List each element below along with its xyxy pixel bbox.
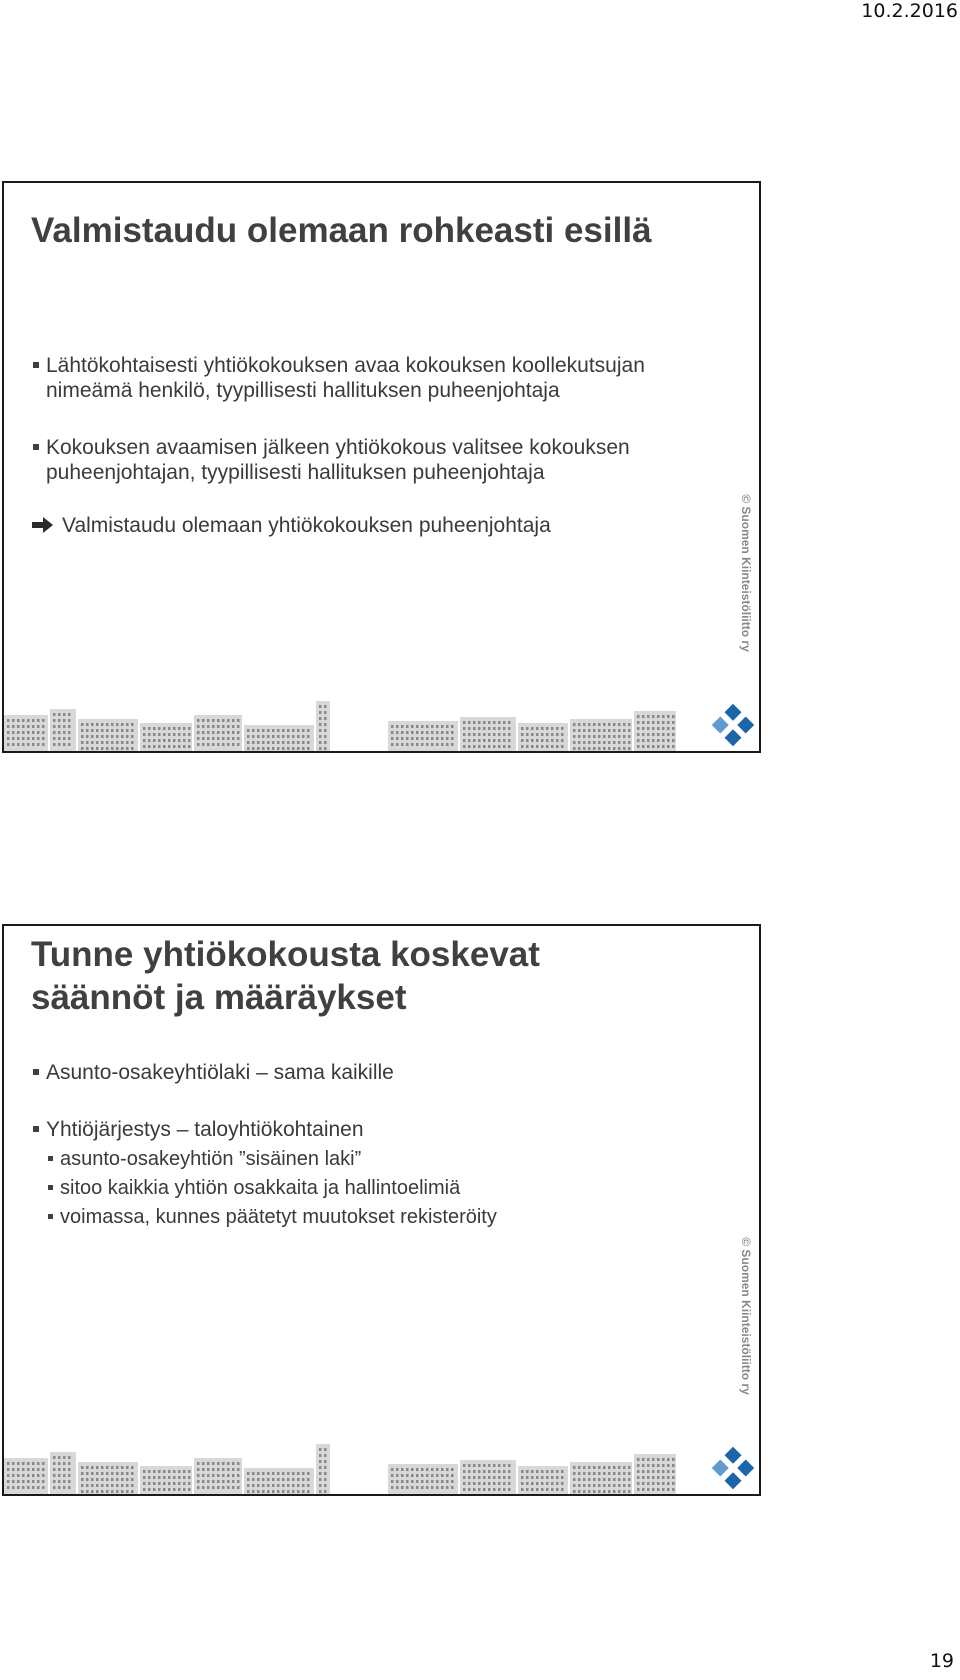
square-bullet-icon [48, 1156, 53, 1161]
square-bullet-icon [33, 1126, 39, 1132]
slide-title [31, 209, 652, 252]
bullet-list [32, 1060, 712, 1229]
bullet-item: Kokouksen avaamisen jälkeen yhtiökokous valitsee kokouksen puheenjohtajan, tyypillisesti hallituksen puheenjohtaja [32, 435, 712, 485]
sub-bullet-item: sitoo kaikkia yhtiön osakkaita ja hallintoelimiä [32, 1177, 712, 1200]
page-date: 10.2.2016 [861, 0, 958, 22]
page-number: 19 [929, 1650, 954, 1672]
square-bullet-icon [33, 444, 39, 450]
right-arrow-icon [32, 516, 54, 534]
slide-1 [2, 181, 761, 753]
square-bullet-icon [33, 1069, 39, 1075]
sub-bullet-item: asunto-osakeyhtiön ”sisäinen laki” [32, 1148, 712, 1171]
bullet-item: Lähtökohtaisesti yhtiökokouksen avaa kokouksen koollekutsujan nimeämä henkilö, tyypillisesti hallituksen puheenjohtaja [32, 353, 712, 403]
square-bullet-icon [33, 362, 39, 368]
bullet-list [32, 353, 712, 538]
building-skyline-illustration [4, 1444, 759, 1494]
title-line: Tunne yhtiökokousta koskevat [31, 935, 540, 974]
sub-bullet-item: voimassa, kunnes päätetyt muutokset rekisteröity [32, 1206, 712, 1229]
arrow-item: Valmistaudu olemaan yhtiökokouksen puheenjohtaja [32, 513, 712, 538]
slide-title [31, 933, 540, 1019]
building-skyline-illustration [4, 701, 759, 751]
diamond-tiles-logo-icon [711, 703, 755, 747]
square-bullet-icon [48, 1214, 53, 1219]
title-line: Valmistaudu olemaan rohkeasti esillä [31, 211, 652, 250]
square-bullet-icon [48, 1185, 53, 1190]
diamond-tiles-logo-icon [711, 1446, 755, 1490]
copyright-note: © Suomen Kiinteistöliitto ry [739, 1237, 753, 1395]
copyright-note: © Suomen Kiinteistöliitto ry [739, 494, 753, 652]
bullet-item: Asunto-osakeyhtiölaki – sama kaikille [32, 1060, 712, 1085]
slide-2 [2, 924, 761, 1496]
bullet-item: Yhtiöjärjestys – taloyhtiökohtainen [32, 1117, 712, 1142]
title-line: säännöt ja määräykset [31, 978, 407, 1017]
